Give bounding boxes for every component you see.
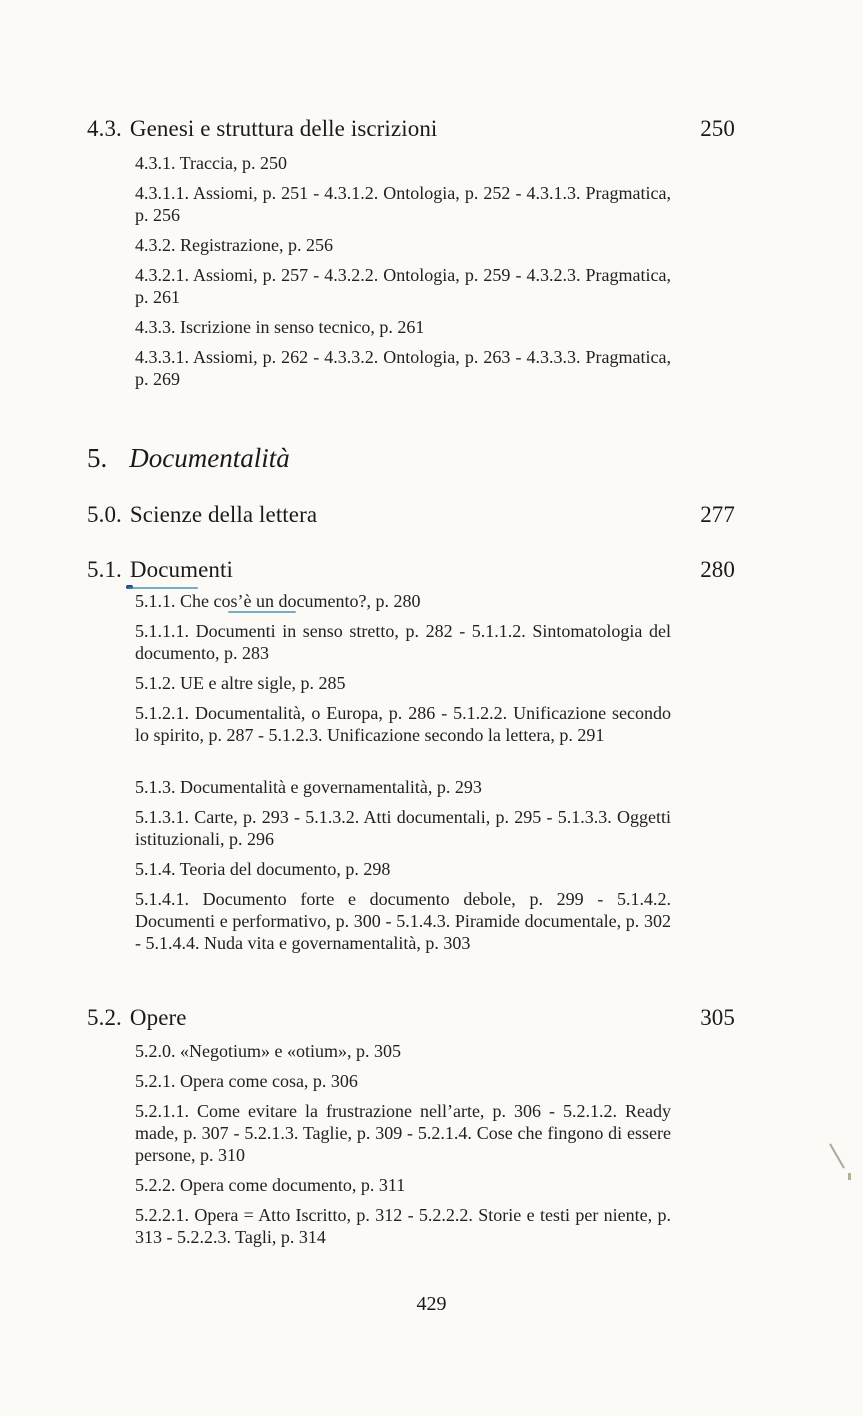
section-heading-5-1: [87, 557, 735, 583]
section-number: 5.1.: [87, 557, 122, 582]
toc-entry: 5.2.1. Opera come cosa, p. 306: [135, 1071, 358, 1091]
toc-entry: 5.1.4.1. Documento forte e documento debole, p. 299 - 5.1.4.2. Documenti e performativo, p. 300 - 5.1.4.3. Piramide documentale, p. 302 - 5.1.4.4. Nuda vita e governamentalità, p. 303: [135, 889, 671, 953]
chapter-title: Documentalità: [129, 443, 290, 473]
section-title: Opere: [129, 1005, 187, 1030]
highlighter-underline: [228, 611, 296, 613]
toc-entry: 4.3.3. Iscrizione in senso tecnico, p. 261: [135, 317, 425, 337]
section-page: 250: [700, 116, 735, 141]
toc-entry: 5.1.4. Teoria del documento, p. 298: [135, 859, 391, 879]
section-heading-5-2: [87, 1005, 735, 1031]
section-heading-5-0: [87, 502, 735, 528]
section-number: 4.3.: [87, 116, 122, 141]
toc-entry: 5.1.3. Documentalità e governamentalità, p. 293: [135, 777, 482, 797]
section-number: 5.0.: [87, 502, 122, 527]
toc-entry: 4.3.2. Registrazione, p. 256: [135, 235, 333, 255]
highlighter-underline: [128, 587, 198, 589]
toc-entry: 4.3.3.1. Assiomi, p. 262 - 4.3.3.2. Ontologia, p. 263 - 4.3.3.3. Pragmatica, p. 269: [135, 347, 671, 389]
toc-entry: 5.1.2. UE e altre sigle, p. 285: [135, 673, 346, 693]
pencil-mark: [829, 1143, 845, 1168]
section-page: 305: [700, 1005, 735, 1030]
section-title: Documenti: [129, 557, 234, 582]
pencil-mark: [848, 1173, 851, 1180]
toc-entry: 4.3.1. Traccia, p. 250: [135, 153, 287, 173]
section-title: Genesi e struttura delle iscrizioni: [129, 116, 438, 141]
toc-entry: 5.1.2.1. Documentalità, o Europa, p. 286 - 5.1.2.2. Unificazione secondo lo spirito, p. 287 - 5.1.2.3. Unificazione secondo la lettera, p. 291: [135, 703, 671, 745]
toc-entry: 5.1.1.1. Documenti in senso stretto, p. 282 - 5.1.1.2. Sintomatologia del documento, p. 283: [135, 621, 671, 663]
section-page: 280: [700, 557, 735, 582]
toc-entry: 5.2.2. Opera come documento, p. 311: [135, 1175, 406, 1195]
toc-entry: 4.3.2.1. Assiomi, p. 257 - 4.3.2.2. Ontologia, p. 259 - 4.3.2.3. Pragmatica, p. 261: [135, 265, 671, 307]
toc-entry: 5.2.2.1. Opera = Atto Iscritto, p. 312 - 5.2.2.2. Storie e testi per niente, p. 313 - 5.2.2.3. Tagli, p. 314: [135, 1205, 671, 1247]
toc-entry: 5.1.1. Che cos’è un documento?, p. 280: [135, 591, 421, 611]
section-page: 277: [700, 502, 735, 527]
chapter-number: 5.: [87, 443, 108, 473]
section-title: Scienze della lettera: [129, 502, 318, 527]
section-number: 5.2.: [87, 1005, 122, 1030]
toc-entry: 5.1.3.1. Carte, p. 293 - 5.1.3.2. Atti documentali, p. 295 - 5.1.3.3. Oggetti istituzionali, p. 296: [135, 807, 671, 849]
chapter-heading: [87, 443, 290, 474]
toc-entry: 5.2.1.1. Come evitare la frustrazione nell’arte, p. 306 - 5.2.1.2. Ready made, p. 307 - 5.2.1.3. Taglie, p. 309 - 5.2.1.4. Cose che fingono di essere persone, p. 310: [135, 1101, 671, 1165]
toc-entry: 5.2.0. «Negotium» e «otium», p. 305: [135, 1041, 401, 1061]
section-heading-4-3: [87, 116, 735, 142]
page-number: 429: [416, 1293, 447, 1315]
toc-entry: 4.3.1.1. Assiomi, p. 251 - 4.3.1.2. Ontologia, p. 252 - 4.3.1.3. Pragmatica, p. 256: [135, 183, 671, 225]
